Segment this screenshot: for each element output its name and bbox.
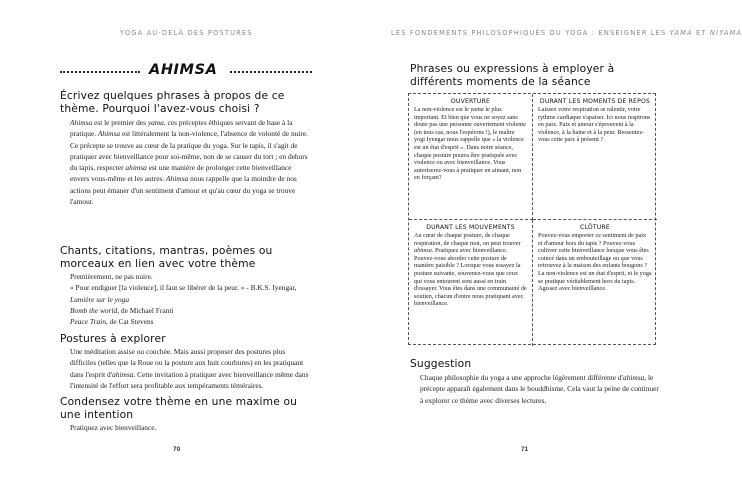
cell-text-movement: Au cœur de chaque posture, de chaque respiration, de chaque mot, on peut trouver ahimsa. Pratiquez avec bienveillance. Pouvez-vous aborder cette posture de manière paisible ? Lorsque vous essayez la posture suivante, souvenez-vous que ceux qui vous entourent sont aussi en train d'essayer. Vous êtes dans une communauté de soutien, chacun d'entre nous pratiquant avec bienveillance. bbox=[414, 232, 527, 308]
heading-intro: Écrivez quelques phrases à propos de ce thème. Pourquoi l'avez-vous choisi ? bbox=[60, 89, 285, 115]
page-title: AHIMSA bbox=[149, 62, 218, 78]
running-head-left: YOGA AU-DELÀ DES POSTURES bbox=[120, 29, 253, 37]
cell-heading-opening: OUVERTURE bbox=[450, 98, 491, 105]
phrases-grid bbox=[408, 93, 656, 345]
title-dots-right bbox=[230, 71, 312, 73]
cell-heading-movement: DURANT LES MOUVEMENTS bbox=[426, 224, 515, 231]
cell-closing bbox=[533, 220, 657, 346]
cell-text-closing: Pouvez-vous emporter ce sentiment de paix et d'amour hors du tapis ? Pouvez-vous cultiver cette bienveillance lorsque vous êtes coincé dans un embouteillage ou que vous retrouvez à la maison des enfants bougons ? La non-violence est un état d'esprit, et le yoga se pratique véritablement hors du tapis. Agissez avec bienveillance. bbox=[538, 232, 652, 293]
running-head-right: LES FONDEMENTS PHILOSOPHIQUES DU YOGA : ENSEIGNER LES YAMA ET NIYAMA bbox=[391, 29, 742, 37]
cell-rest bbox=[533, 94, 657, 220]
cell-opening bbox=[409, 94, 533, 220]
right-page bbox=[350, 0, 742, 494]
maxim-text: Pratiquez avec bienveillance. bbox=[70, 423, 157, 432]
cell-text-rest: Laissez votre respiration se ralentir, votre rythme cardiaque s'apaiser. Ici nous respirons en paix. Paix et amour s'éprouvent à la violence, à la haine et à la peur. Ressentez-vous cette paix à présent ? bbox=[538, 106, 651, 144]
cell-text-opening: La non-violence est le yama le plus important. Et bien que vous ne soyez sans doute pas une personne ouvertement violente (en tous cas, nous l'espérons !), le maître yogi Iyengar nous rappelle que « la violence est un état d'esprit ». Dans notre séance, chaque posture pourra être pratiquée avec violence ou avec bienveillance. Vous autoriserez-vous à pratiquer en aimant, non en forçant? bbox=[414, 106, 526, 182]
title-dots-left bbox=[60, 71, 140, 73]
songs-item-3: Bomb the world, de Michael Franti bbox=[70, 305, 174, 315]
heading-songs: Chants, citations, mantras, poèmes ou morceaux en lien avec votre thème bbox=[60, 244, 273, 270]
cell-heading-rest: DURANT LES MOMENTS DE REPOS bbox=[539, 98, 651, 105]
heading-maxim: Condensez votre thème en une maxime ou une intention bbox=[60, 395, 298, 421]
songs-item-1: Premièrement, ne pas nuire. bbox=[70, 272, 153, 281]
songs-item-2: « Pour endiguer [la violence], il faut se libérer de la peur. » - B.K.S. Iyengar, Lumière sur le yoga bbox=[70, 283, 297, 304]
postures-paragraph: Une méditation assise ou couchée. Mais aussi proposer des postures plus difficiles (telles que la Roue ou la posture aux huit courbures) en les pratiquant dans l'esprit d'ahimsa. Cette invitation à pratiquer avec bienveillance même dans l'intensité de l'effort sera profitable aux tempéraments téméraires. bbox=[70, 347, 309, 390]
songs-item-4: Peace Train, de Cat Stevens bbox=[70, 317, 154, 327]
page-number-left: 70 bbox=[173, 446, 181, 453]
songs-list bbox=[60, 271, 310, 327]
left-page bbox=[0, 0, 350, 494]
intro-paragraph: Ahimsa est le premier des yama, ces préceptes éthiques servant de base à la pratique. Ahimsa est littéralement la non-violence, l'absence de volonté de nuire. Ce précepte se trouve au cœur de la pratique du yoga. Sur le tapis, il s'agit de pratiquer avec bienveillance pour soi-même, non de se causer du tort ; en dehors du tapis, respecter ahimsa est une manière de prolonger cette bienveillance envers vous-même et les autres. Ahimsa nous rappelle que la moindre de nos actions peut émaner d'un sentiment d'amour et qu'au cœur du yoga se trouve l'amour. bbox=[70, 118, 308, 207]
suggestion-paragraph: Chaque philosophie du yoga a une approche légèrement différente d'ahimsa, le précepte apparaît également dans le bouddhisme. Cela vaut la peine de continuer à explorer ce thème avec diverses lectures. bbox=[420, 373, 659, 405]
heading-suggestion: Suggestion bbox=[410, 357, 472, 370]
cell-heading-closing: CLÔTURE bbox=[580, 224, 610, 231]
heading-phrases: Phrases ou expressions à employer à différents moments de la séance bbox=[410, 62, 615, 88]
page-number-right: 71 bbox=[521, 446, 529, 453]
chapter-title bbox=[60, 62, 310, 78]
cell-movement bbox=[409, 220, 533, 346]
heading-postures: Postures à explorer bbox=[60, 332, 166, 345]
